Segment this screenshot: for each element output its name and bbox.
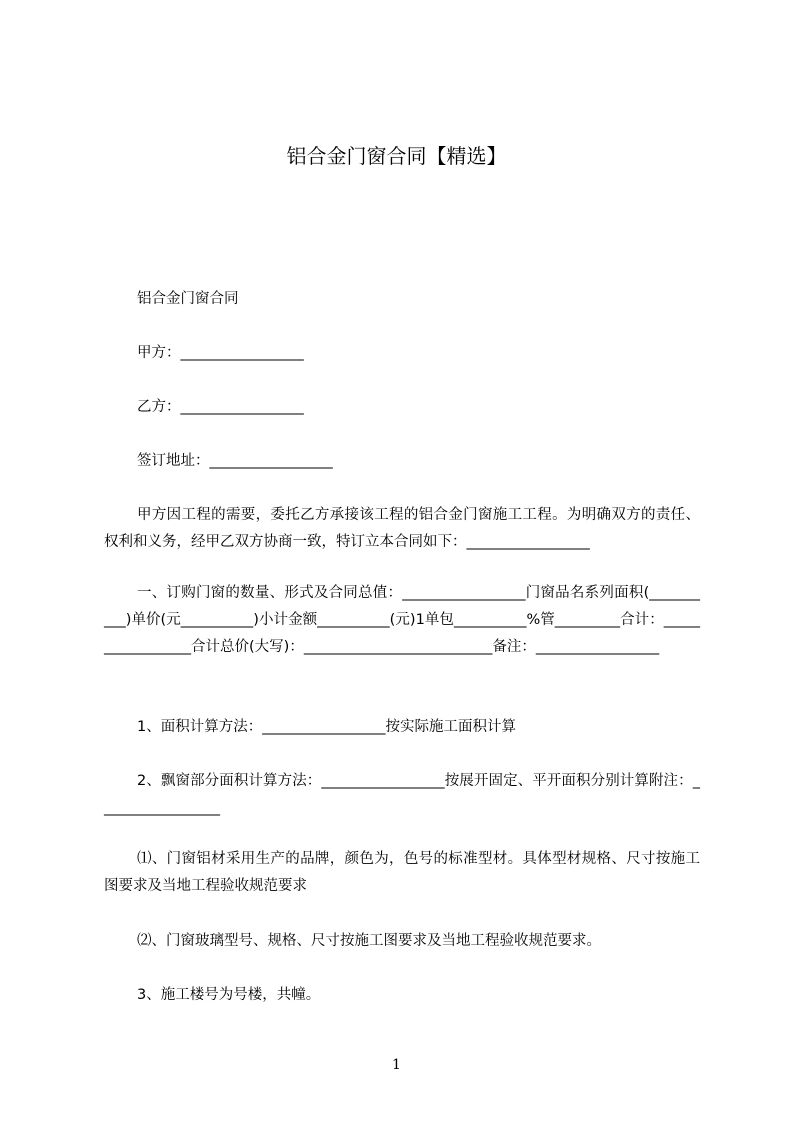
preamble-paragraph: 甲方因工程的需要，委托乙方承接该工程的铝合金门窗施工工程。为明确双方的责任、权利和义务，经甲乙双方协商一致，特订立本合同如下：_________________ — [104, 507, 700, 550]
party-a-line: 甲方：_________________ — [137, 345, 304, 361]
aluminum-profile-clause: ⑴、门窗铝材采用生产的品牌，颜色为，色号的标准型材。具体型材规格、尺寸按施工图要求及当地工程验收规范要求 — [104, 851, 700, 894]
signing-address-line: 签订地址：_________________ — [137, 453, 333, 469]
bay-window-area-clause: 2、飘窗部分面积计算方法：_________________按展开固定、平开面积分别计算附注：_________________ — [104, 773, 700, 816]
glass-spec-clause: ⑵、门窗玻璃型号、规格、尺寸按施工图要求及当地工程验收规范要求。 — [137, 933, 601, 949]
contract-heading: 铝合金门窗合同 — [137, 291, 239, 307]
party-b-line: 乙方：_________________ — [137, 399, 304, 415]
document-title: 铝合金门窗合同【精选】 — [286, 144, 507, 168]
area-calculation-clause: 1、面积计算方法：_________________按实际施工面积计算 — [137, 719, 516, 735]
page-number: 1 — [392, 1057, 401, 1073]
order-quantity-clause: 一、订购门窗的数量、形式及合同总值：_________________门窗品名系列面积(__________)单价(元__________)小计金额__________(元)1单包__________%管_________合计：_________________合计总价(大写)：__________________________备注：_________________ — [104, 585, 700, 655]
building-number-clause: 3、施工楼号为号楼，共幢。 — [137, 987, 321, 1003]
